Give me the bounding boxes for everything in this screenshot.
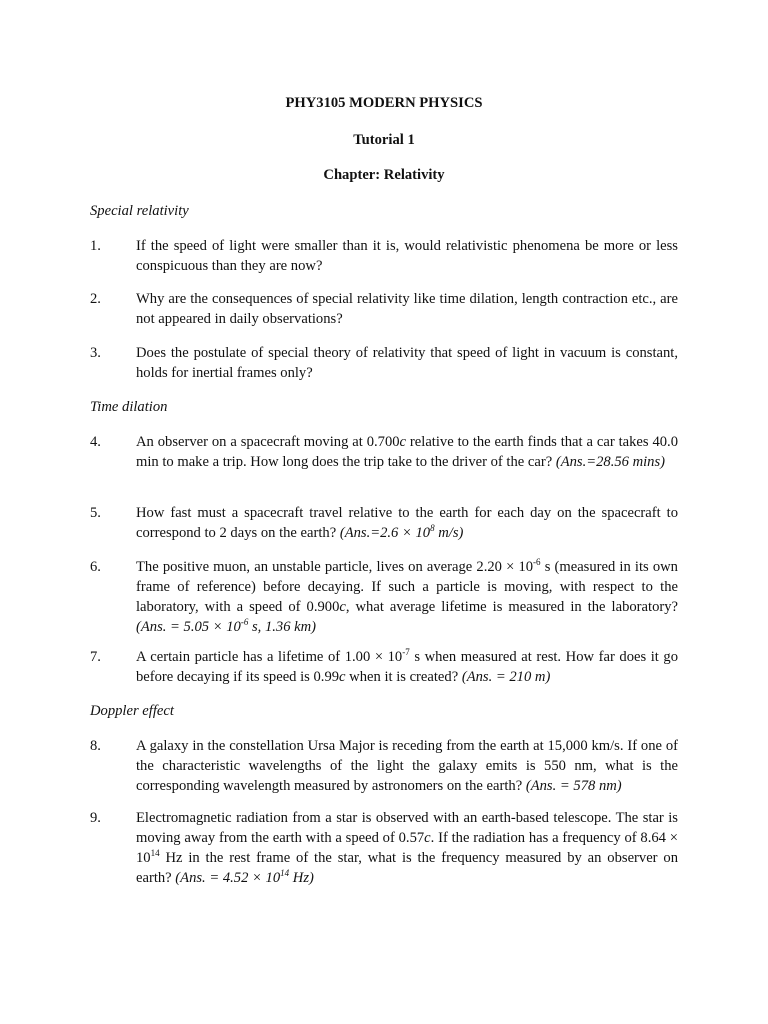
question-text: How fast must a spacecraft travel relative to the earth for each day on the spacecraft to correspond to 2 days on the earth? ($Ans.=2.6 \times 10^8$ m/s) [136,505,678,541]
question-7 [90,647,678,687]
tutorial-title: Tutorial 1 [353,132,415,148]
answer: (Ans. = 210 m) [461,669,551,685]
question-text: The positive muon, an unstable particle, lives on average $2.20 \times 10^{-6}$ s (measured in its own frame of reference) before decaying. If such a particle is moving, with respect to the laboratory, with a speed of 0.900c, what average lifetime is measured in the laboratory? (Ans. = $5.05 \times 10^{-6}$ s, 1.36 km) [136,557,678,635]
course-title: PHY3105 MODERN PHYSICS [285,95,483,111]
question-number: 1. [90,238,101,254]
question-5 [90,503,678,543]
question-text: A galaxy in the constellation Ursa Major is receding from the earth at 15,000 km/s. If one of the characteristic wavelengths of the light the galaxy emits is 550 nm, what is the corresponding wavelength measured by astronomers on the earth? (Ans. = 578 nm) [136,738,678,794]
question-3 [90,343,678,383]
question-number: 8. [90,738,101,754]
question-8 [90,736,678,796]
section-time-dilation: Time dilation [90,399,168,415]
chapter-title: Chapter: Relativity [323,167,445,183]
question-number: 6. [90,559,101,575]
question-number: 7. [90,649,101,665]
answer: ($Ans.=2.6 \times 10^8$ m/s) [339,523,464,541]
question-number: 4. [90,434,101,450]
question-4 [90,432,678,472]
question-text: Electromagnetic radiation from a star is observed with an earth-based telescope. The star is moving away from the earth with a speed of 0.57c. If the radiation has a frequency of $8.64 \times 10^{14}$ Hz in the rest frame of the star, what is the frequency measured by an observer on earth? (Ans. = $4.52 \times 10^{14}$ Hz) [136,810,678,886]
question-number: 9. [90,810,101,826]
answer: (Ans. = $4.52 \times 10^{14}$ Hz) [175,868,314,886]
question-number: 3. [90,345,101,361]
question-2 [90,289,678,329]
answer: (Ans. = 578 nm) [525,778,622,794]
question-1 [90,236,678,276]
question-6 [90,557,678,637]
question-text: An observer on a spacecraft moving at 0.700c relative to the earth finds that a car takes 40.0 min to make a trip. How long does the trip take to the driver of the car? (Ans.=28.56 mins) [136,434,678,470]
question-text: A certain particle has a lifetime of $1.00 \times 10^{-7}$ s when measured at rest. How far does it go before decaying if its speed is 0.99c when it is created? (Ans. = 210 m) [136,647,679,685]
answer: (Ans. = $5.05 \times 10^{-6}$ s, 1.36 km) [136,617,317,635]
question-number: 2. [90,291,101,307]
question-text: If the speed of light were smaller than it is, would relativistic phenomena be more or less conspicuous than they are now? [136,238,678,274]
question-number: 5. [90,505,101,521]
question-text: Why are the consequences of special relativity like time dilation, length contraction etc., are not appeared in daily observations? [136,291,678,327]
section-doppler-effect: Doppler effect [90,703,174,719]
question-text: Does the postulate of special theory of relativity that speed of light in vacuum is constant, holds for inertial frames only? [136,345,678,381]
section-special-relativity: Special relativity [90,203,189,219]
question-9 [90,808,678,888]
answer: (Ans.=28.56 mins) [555,454,666,470]
